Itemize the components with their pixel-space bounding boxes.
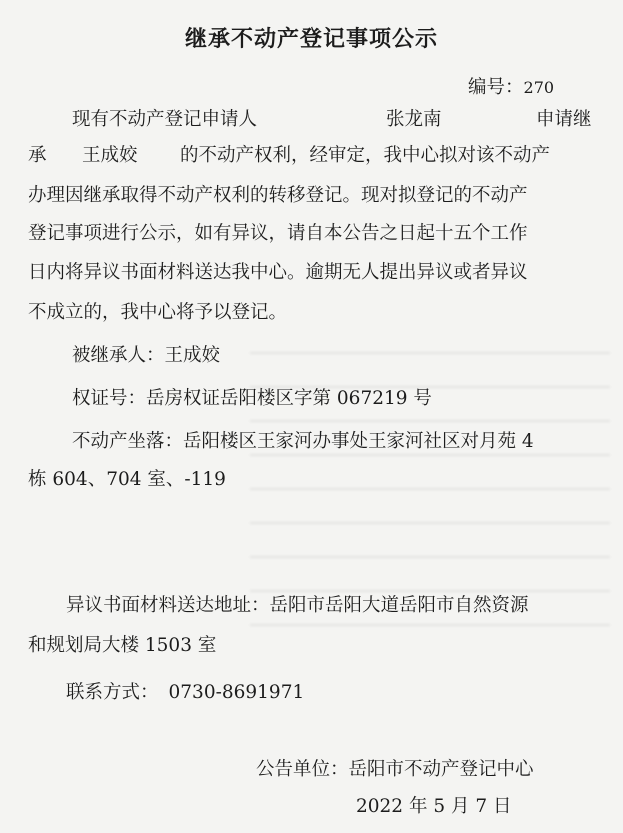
body-line-5: 日内将异议书面材料送达我中心。逾期无人提出异议或者异议 [28, 262, 528, 283]
document-number [468, 76, 554, 100]
applicant-name: 张龙南 [386, 109, 442, 130]
decedent-name-inline: 王成姣 [82, 145, 138, 166]
contact-label: 联系方式： [66, 682, 159, 703]
address-value-2: 和规划局大楼 1503 室 [28, 635, 217, 656]
location-field [72, 430, 534, 454]
number-value: 270 [523, 78, 555, 97]
issuer-field [256, 758, 534, 782]
body-line-2: 的不动产权利，经审定，我中心拟对该不动产 [180, 145, 551, 166]
number-label: 编号： [468, 77, 524, 98]
certificate-label: 权证号： [72, 388, 147, 409]
issuer-value: 岳阳市不动产登记中心 [348, 759, 534, 780]
body-line-4: 登记事项进行公示，如有异议，请自本公告之日起十五个工作 [28, 223, 528, 244]
address-label: 异议书面材料送达地址： [66, 595, 270, 616]
address-field [66, 594, 529, 618]
issue-date: 2022 年 5 月 7 日 [356, 796, 512, 817]
decedent-field [72, 344, 220, 368]
contact-field [66, 681, 304, 705]
certificate-value: 岳房权证岳阳楼区字第 067219 号 [146, 388, 432, 409]
show-through-background [250, 330, 610, 630]
certificate-field [72, 387, 432, 411]
decedent-label: 被继承人： [72, 345, 165, 366]
address-value-1: 岳阳市岳阳大道岳阳市自然资源 [269, 595, 529, 616]
body-line-6: 不成立的，我中心将予以登记。 [28, 302, 288, 323]
body-line-3: 办理因继承取得不动产权利的转移登记。现对拟登记的不动产 [28, 185, 528, 206]
contact-value: 0730-8691971 [168, 682, 305, 703]
apply-inherit-2: 承 [28, 145, 47, 166]
apply-inherit-1: 申请继 [536, 109, 592, 130]
location-value-2: 栋 604、704 室、-119 [28, 469, 226, 490]
location-label: 不动产坐落： [72, 431, 184, 452]
body-intro: 现有不动产登记申请人 [72, 109, 258, 130]
location-value-1: 岳阳楼区王家河办事处王家河社区对月苑 4 [183, 431, 534, 452]
issuer-label: 公告单位： [256, 759, 349, 780]
document-title: 继承不动产登记事项公示 [184, 27, 438, 52]
decedent-value: 王成姣 [164, 345, 221, 366]
